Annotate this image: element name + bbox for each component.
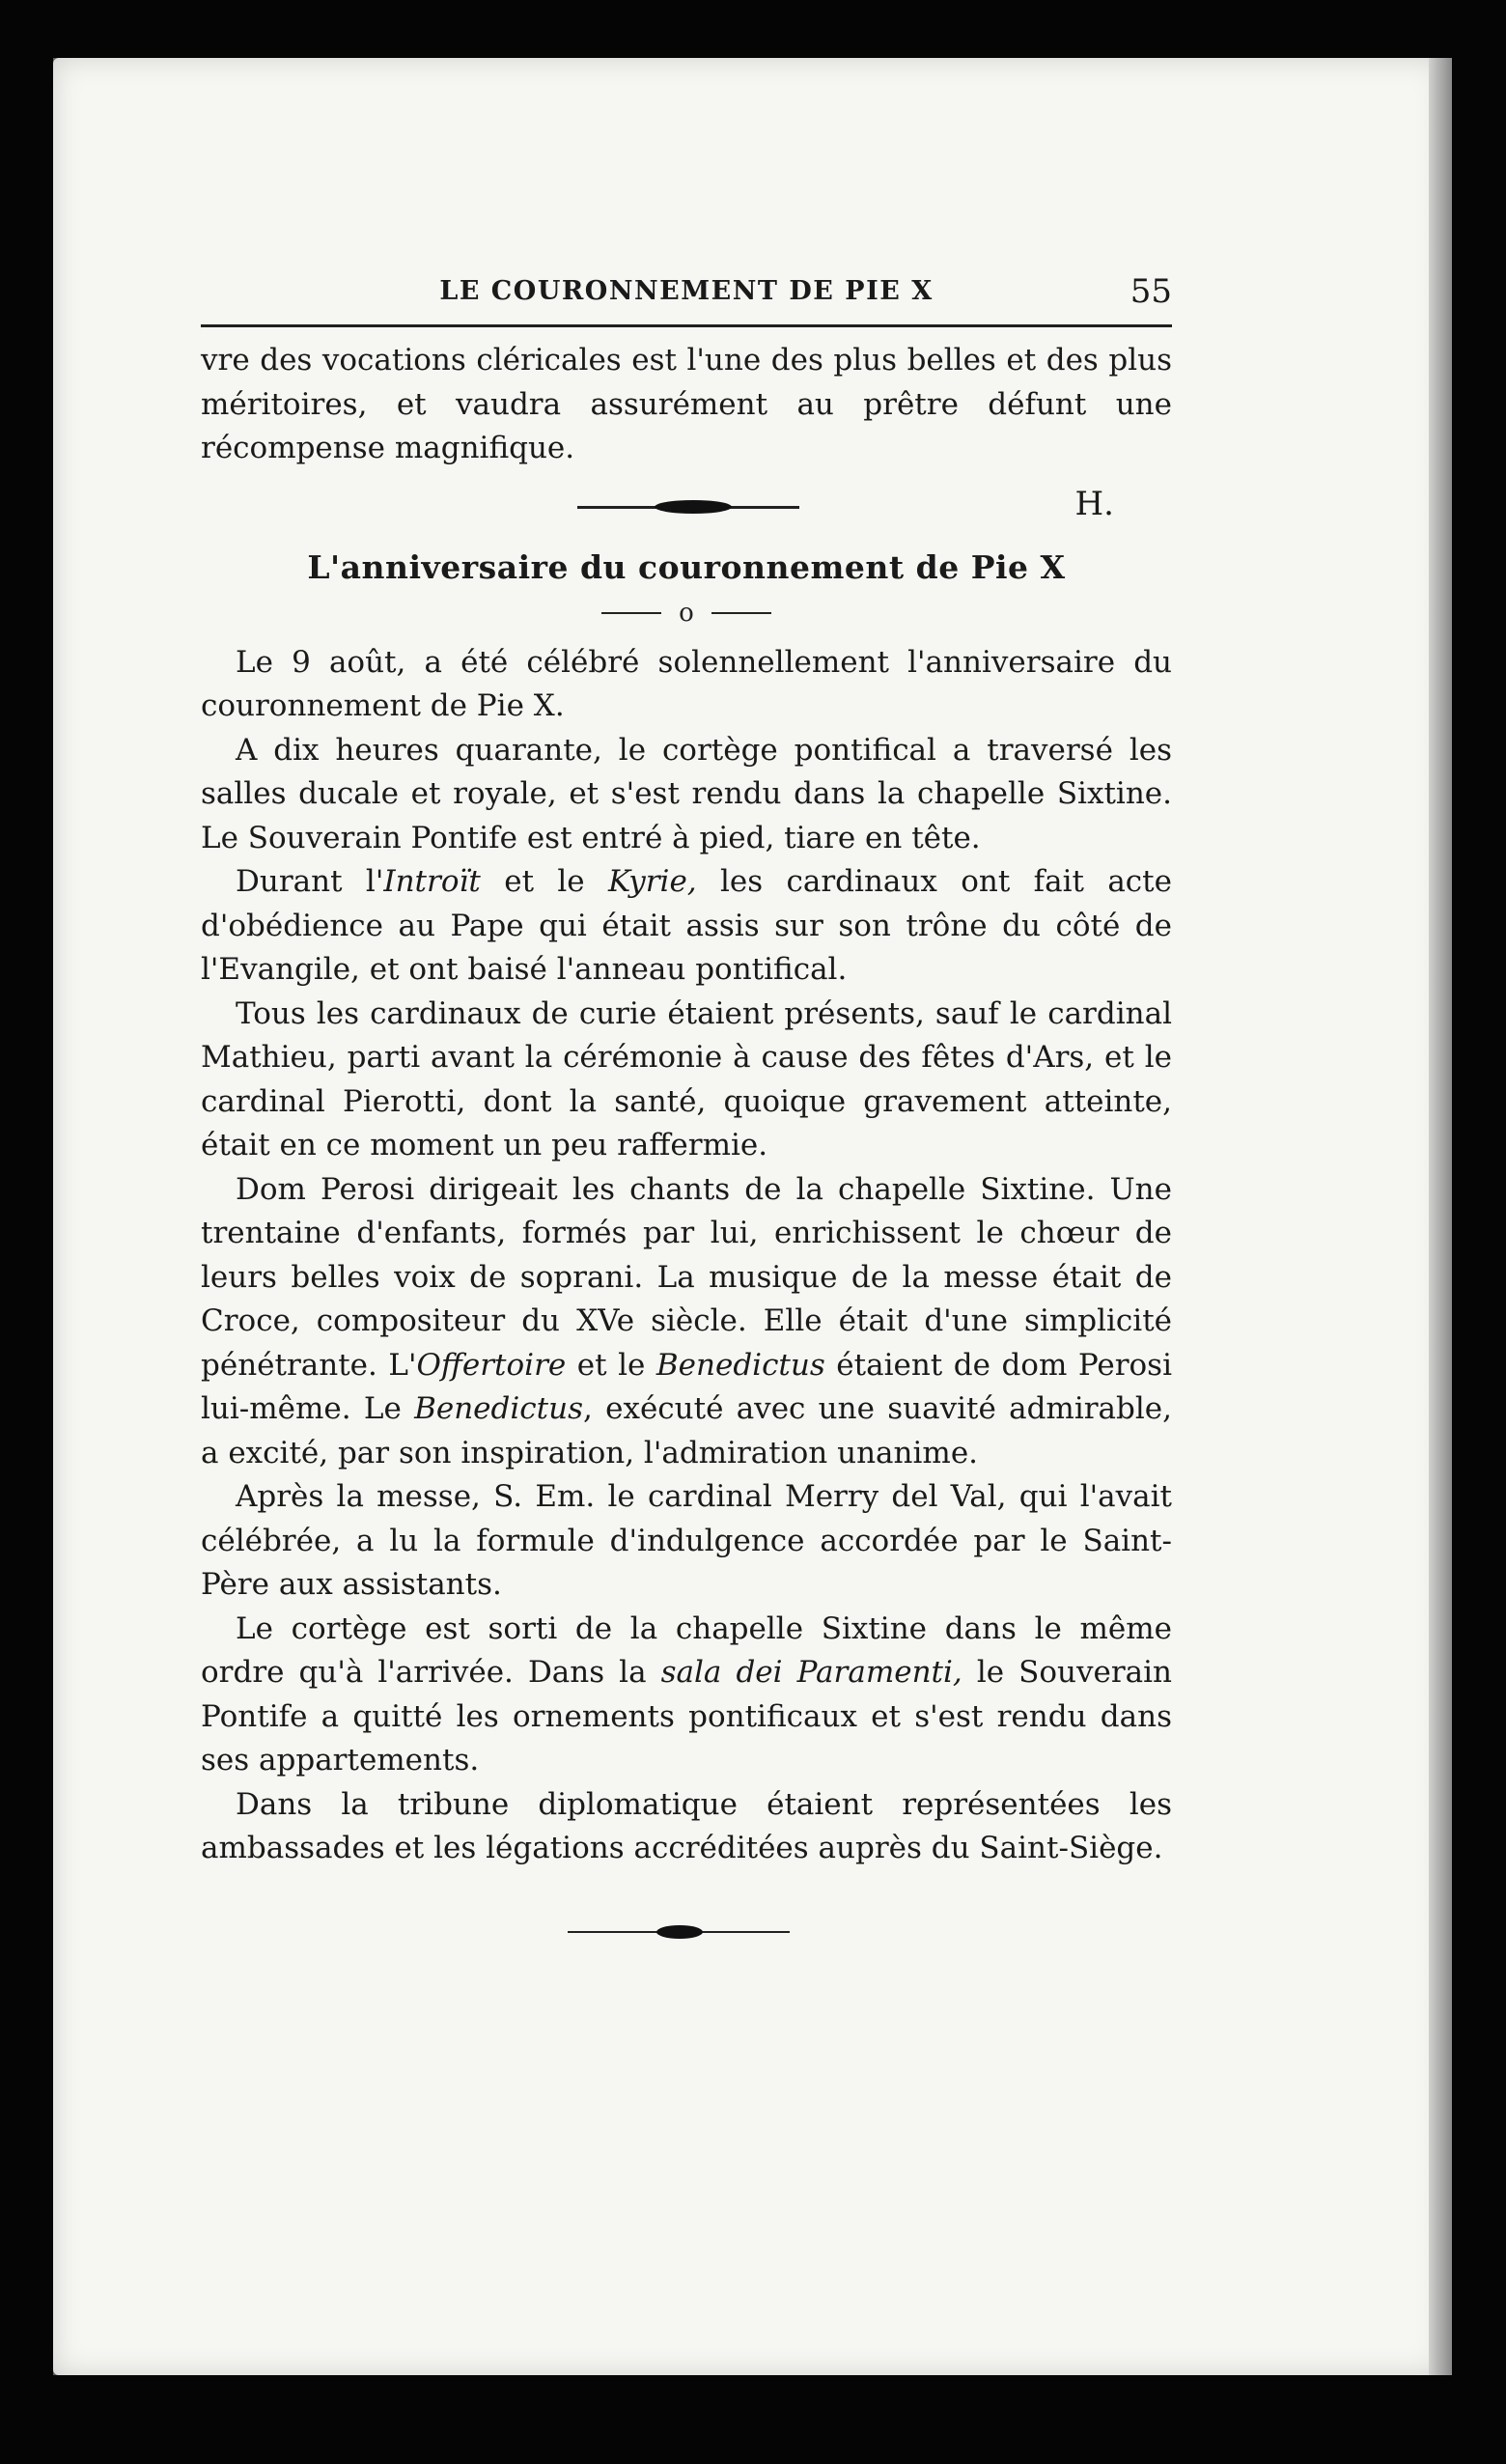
paragraph-8: Dans la tribune diplomatique étaient représentées les ambassades et les légations accréditées auprès du Saint-Siège. (201, 1786, 1172, 1865)
ornament-flourish (655, 500, 732, 514)
p5-benedictus-2: Benedictus (414, 1391, 583, 1426)
p3-introit: Introït (383, 864, 481, 899)
text-block (201, 263, 1172, 1962)
p3-kyrie: Kyrie, (608, 864, 697, 899)
page-edge (1429, 58, 1452, 2375)
p5-part-d: étaient de dom Perosi lui-même. Le (201, 1347, 1172, 1426)
p7-part-a: Le cortège est sorti de la chapelle Sixtine dans le même ordre qu'à l'arrivée. Dans la (201, 1610, 1172, 1690)
paragraph-1: Le 9 août, a été célébré solennellement l'anniversaire du couronnement de Pie X. (201, 644, 1172, 723)
p5-part-e: , exécuté avec une suavité admirable, a excité, par son inspiration, l'admiration unanime. (201, 1391, 1172, 1470)
section-title: L'anniversaire du couronnement de Pie X (307, 547, 1066, 586)
running-head (201, 263, 1172, 327)
p5-part-b: siècle. Elle était d'une simplicité pénétrante. L' (201, 1303, 1173, 1383)
p5-part-c: et le (566, 1347, 656, 1383)
paragraph-6: Après la messe, S. Em. le cardinal Merry del Val, qui l'avait célébrée, a lu la formule d'indulgence accordée par le Saint-Père aux assistants. (201, 1479, 1172, 1602)
separator-mark: o (679, 598, 694, 628)
p3-part-c: les cardinaux ont fait acte d'obédience au Pape qui était assis sur son trône du côté de l'Evangile, et ont baisé l'anneau pontifical. (201, 864, 1172, 987)
p5-part-a: Dom Perosi dirigeait les chants de la chapelle Sixtine. Une trentaine d'enfants, formés par lui, enrichissent le chœur de leurs belles voix de soprani. La musique de la messe était de Croce, compositeur du (201, 1171, 1172, 1338)
p5-benedictus-1: Benedictus (655, 1347, 825, 1383)
paragraph-3 (201, 860, 1172, 993)
separator-dash-left (601, 612, 661, 614)
end-ornament-mark (656, 1925, 703, 1939)
separator-dash-right (711, 612, 771, 614)
paragraph-2: A dix heures quarante, le cortège pontifical a traversé les salles ducale et royale, et s'est rendu dans la chapelle Sixtine. Le Souverain Pontife est entré à pied, tiare en tête. (201, 732, 1172, 855)
paragraph-4: Tous les cardinaux de curie étaient présents, sauf le cardinal Mathieu, parti avant la cérémonie à cause des fêtes d'Ars, et le cardinal Pierotti, dont la santé, quoique gravement atteinte, était en ce moment un peu raffermie. (201, 995, 1172, 1162)
p5-offertoire: Offertoire (416, 1347, 567, 1383)
paragraph-7 (201, 1608, 1172, 1783)
signature: H. (1074, 484, 1114, 523)
running-title: LE COURONNEMENT DE PIE X (439, 276, 934, 306)
p7-sala: sala dei Paramenti, (660, 1655, 962, 1690)
section-separator (201, 598, 1172, 628)
p3-part-a: Durant l' (236, 864, 384, 899)
p3-part-b: et le (480, 864, 609, 899)
p7-part-b: le Souverain Pontife a quitté les ornements pontificaux et s'est rendu dans ses appartements. (201, 1655, 1173, 1778)
p5-century: XVe (576, 1303, 635, 1338)
signature-row (201, 475, 1172, 543)
intro-paragraph: vre des vocations cléricales est l'une des plus belles et des plus méritoires, et vaudra assurément au prêtre défunt une récompense magnifique. (201, 343, 1172, 465)
paragraph-5 (201, 1168, 1172, 1476)
page-number: 55 (1130, 272, 1172, 311)
end-ornament (201, 1904, 1172, 1962)
